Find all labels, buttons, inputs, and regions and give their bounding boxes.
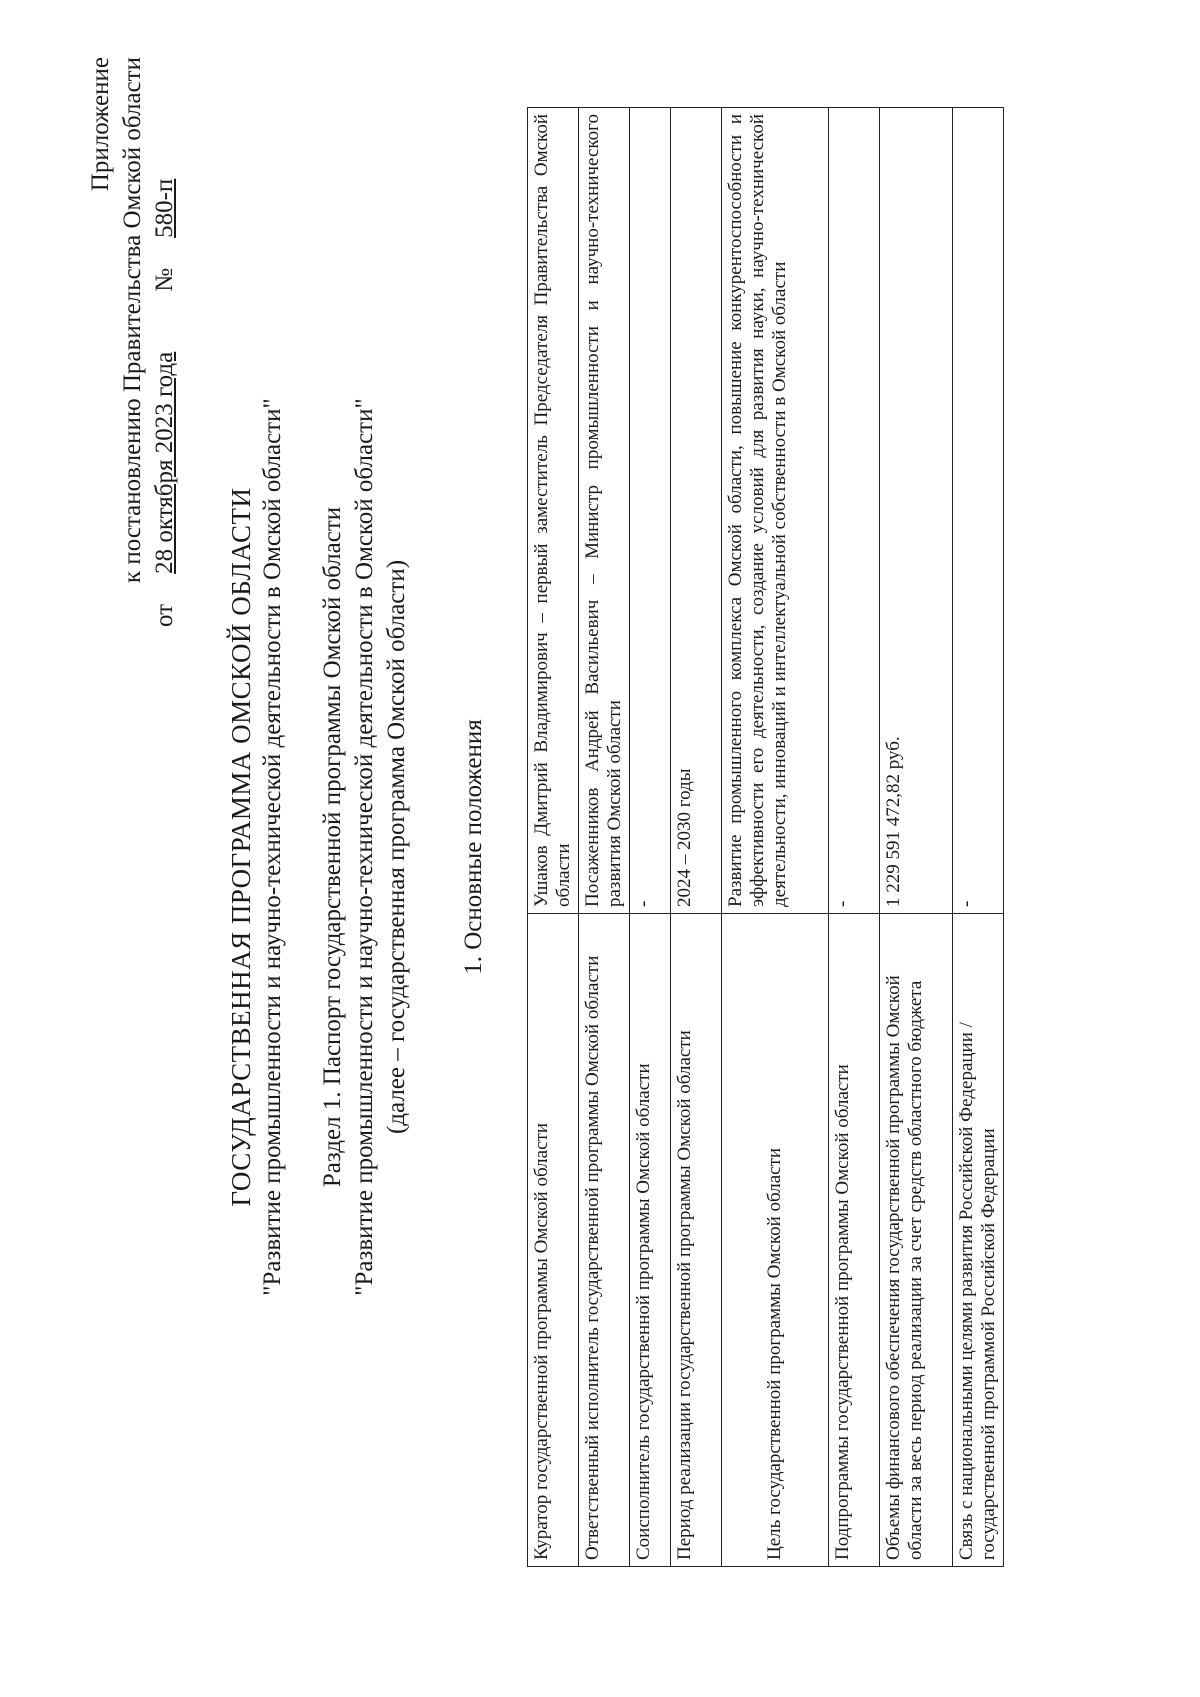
date-prefix: от <box>151 603 178 627</box>
row-label: Объемы финансового обеспечения государственной программы Омской области за весь период реализации за счет средств областного бюджета <box>880 914 953 1567</box>
date-value: 28 октября 2023 года <box>151 351 178 574</box>
row-value: Развитие промышленного комплекса Омской области, повышение конкурентоспособности и эффективности его деятельности, создание условий для развития науки, научно-технической деятельности, инноваций и интеллектуальной собственности в Омской области <box>722 108 829 914</box>
row-value: Посаженников Андрей Васильевич – Министр промышленности и научно-технического развития Омской области <box>579 108 630 914</box>
row-label: Цель государственной программы Омской области <box>722 914 829 1567</box>
row-value: 1 229 591 472,82 руб. <box>880 108 953 914</box>
row-label: Подпрограммы государственной программы Омской области <box>829 914 880 1567</box>
appendix-title: Приложение <box>87 57 114 192</box>
appendix-resolution: к постановлению Правительства Омской области <box>119 57 146 584</box>
number-value: 580-п <box>151 178 178 238</box>
table-row <box>829 108 880 1567</box>
section-heading: 1. Основные положения <box>460 719 487 975</box>
table-row <box>880 108 953 1567</box>
table-row <box>528 108 579 1567</box>
row-label: Соисполнитель государственной программы Омской области <box>630 914 671 1567</box>
section-subtitle: "Развитие промышленности и научно-технической деятельности в Омской области" <box>351 398 378 1296</box>
table-row <box>953 108 1004 1567</box>
number-prefix: № <box>151 267 178 292</box>
program-subtitle: "Развитие промышленности и научно-технической деятельности в Омской области" <box>259 398 286 1296</box>
row-value: Ушаков Дмитрий Владимирович – первый заместитель Председателя Правительства Омской области <box>528 108 579 914</box>
section-note: (далее – государственная программа Омской области) <box>383 559 410 1135</box>
section-title: Раздел 1. Паспорт государственной программы Омской области <box>319 506 346 1188</box>
row-value: 2024 – 2030 годы <box>671 108 722 914</box>
row-label: Связь с национальными целями развития Российской Федерации / государственной программой Российской Федерации <box>953 914 1004 1567</box>
table-row <box>579 108 630 1567</box>
appendix-date-number <box>149 57 181 657</box>
row-value: - <box>630 108 671 914</box>
row-label: Период реализации государственной программы Омской области <box>671 914 722 1567</box>
row-value: - <box>953 108 1004 914</box>
program-title: ГОСУДАРСТВЕННАЯ ПРОГРАММА ОМСКОЙ ОБЛАСТИ <box>226 487 256 1207</box>
document-titles <box>225 97 413 1597</box>
table-row <box>630 108 671 1567</box>
row-label: Куратор государственной программы Омской области <box>528 914 579 1567</box>
row-label: Ответственный исполнитель государственной программы Омской области <box>579 914 630 1567</box>
row-value: - <box>829 108 880 914</box>
passport-table <box>527 107 1004 1567</box>
table-row <box>671 108 722 1567</box>
appendix-header <box>85 57 181 657</box>
table-row <box>722 108 829 1567</box>
